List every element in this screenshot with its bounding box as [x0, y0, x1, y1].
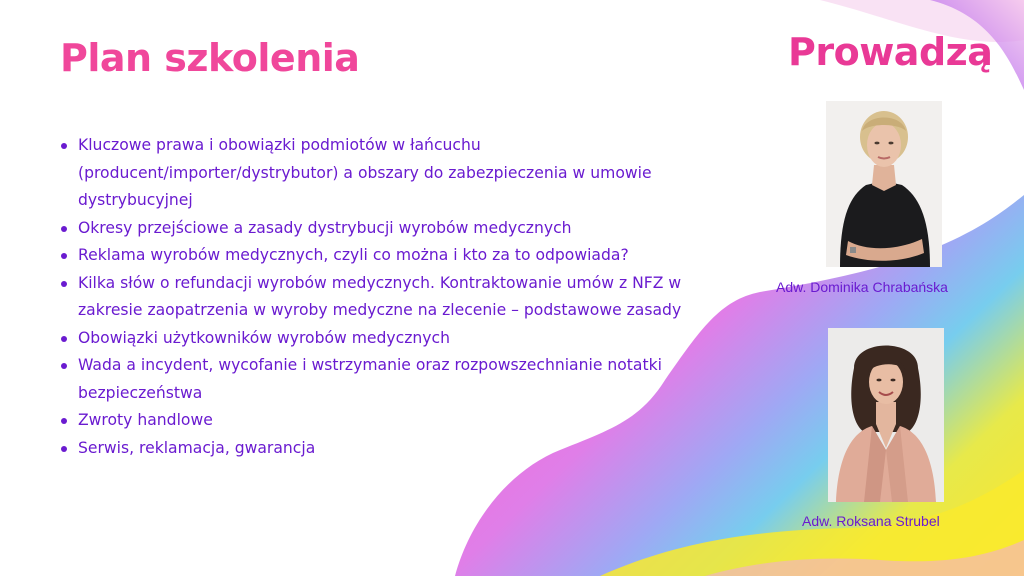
page-title: Plan szkolenia	[60, 36, 360, 80]
speaker-name: Adw. Dominika Chrabańska	[776, 279, 948, 295]
speaker-name: Adw. Roksana Strubel	[802, 513, 940, 529]
list-item: Reklama wyrobów medycznych, czyli co można i kto za to odpowiada?	[58, 242, 698, 270]
list-item: Kluczowe prawa i obowiązki podmiotów w łańcuchu (producent/importer/dystrybutor) a obszary do zabezpieczenia w umowie dystrybucyjnej	[58, 132, 698, 215]
list-item: Zwroty handlowe	[58, 407, 698, 435]
list-item: Okresy przejściowe a zasady dystrybucji wyrobów medycznych	[58, 215, 698, 243]
speaker-photo-dominika	[826, 101, 942, 267]
list-item: Obowiązki użytkowników wyrobów medycznych	[58, 325, 698, 353]
list-item: Serwis, reklamacja, gwarancja	[58, 435, 698, 463]
list-item: Kilka słów o refundacji wyrobów medycznych. Kontraktowanie umów z NFZ w zakresie zaopatrzenia w wyroby medyczne na zlecenie – podstawowe zasady	[58, 270, 698, 325]
speakers-title: Prowadzą	[788, 30, 993, 74]
agenda-list	[58, 132, 698, 462]
list-item: Wada a incydent, wycofanie i wstrzymanie oraz rozpowszechnianie notatki bezpieczeństwa	[58, 352, 698, 407]
speaker-photo-roksana	[828, 328, 944, 502]
